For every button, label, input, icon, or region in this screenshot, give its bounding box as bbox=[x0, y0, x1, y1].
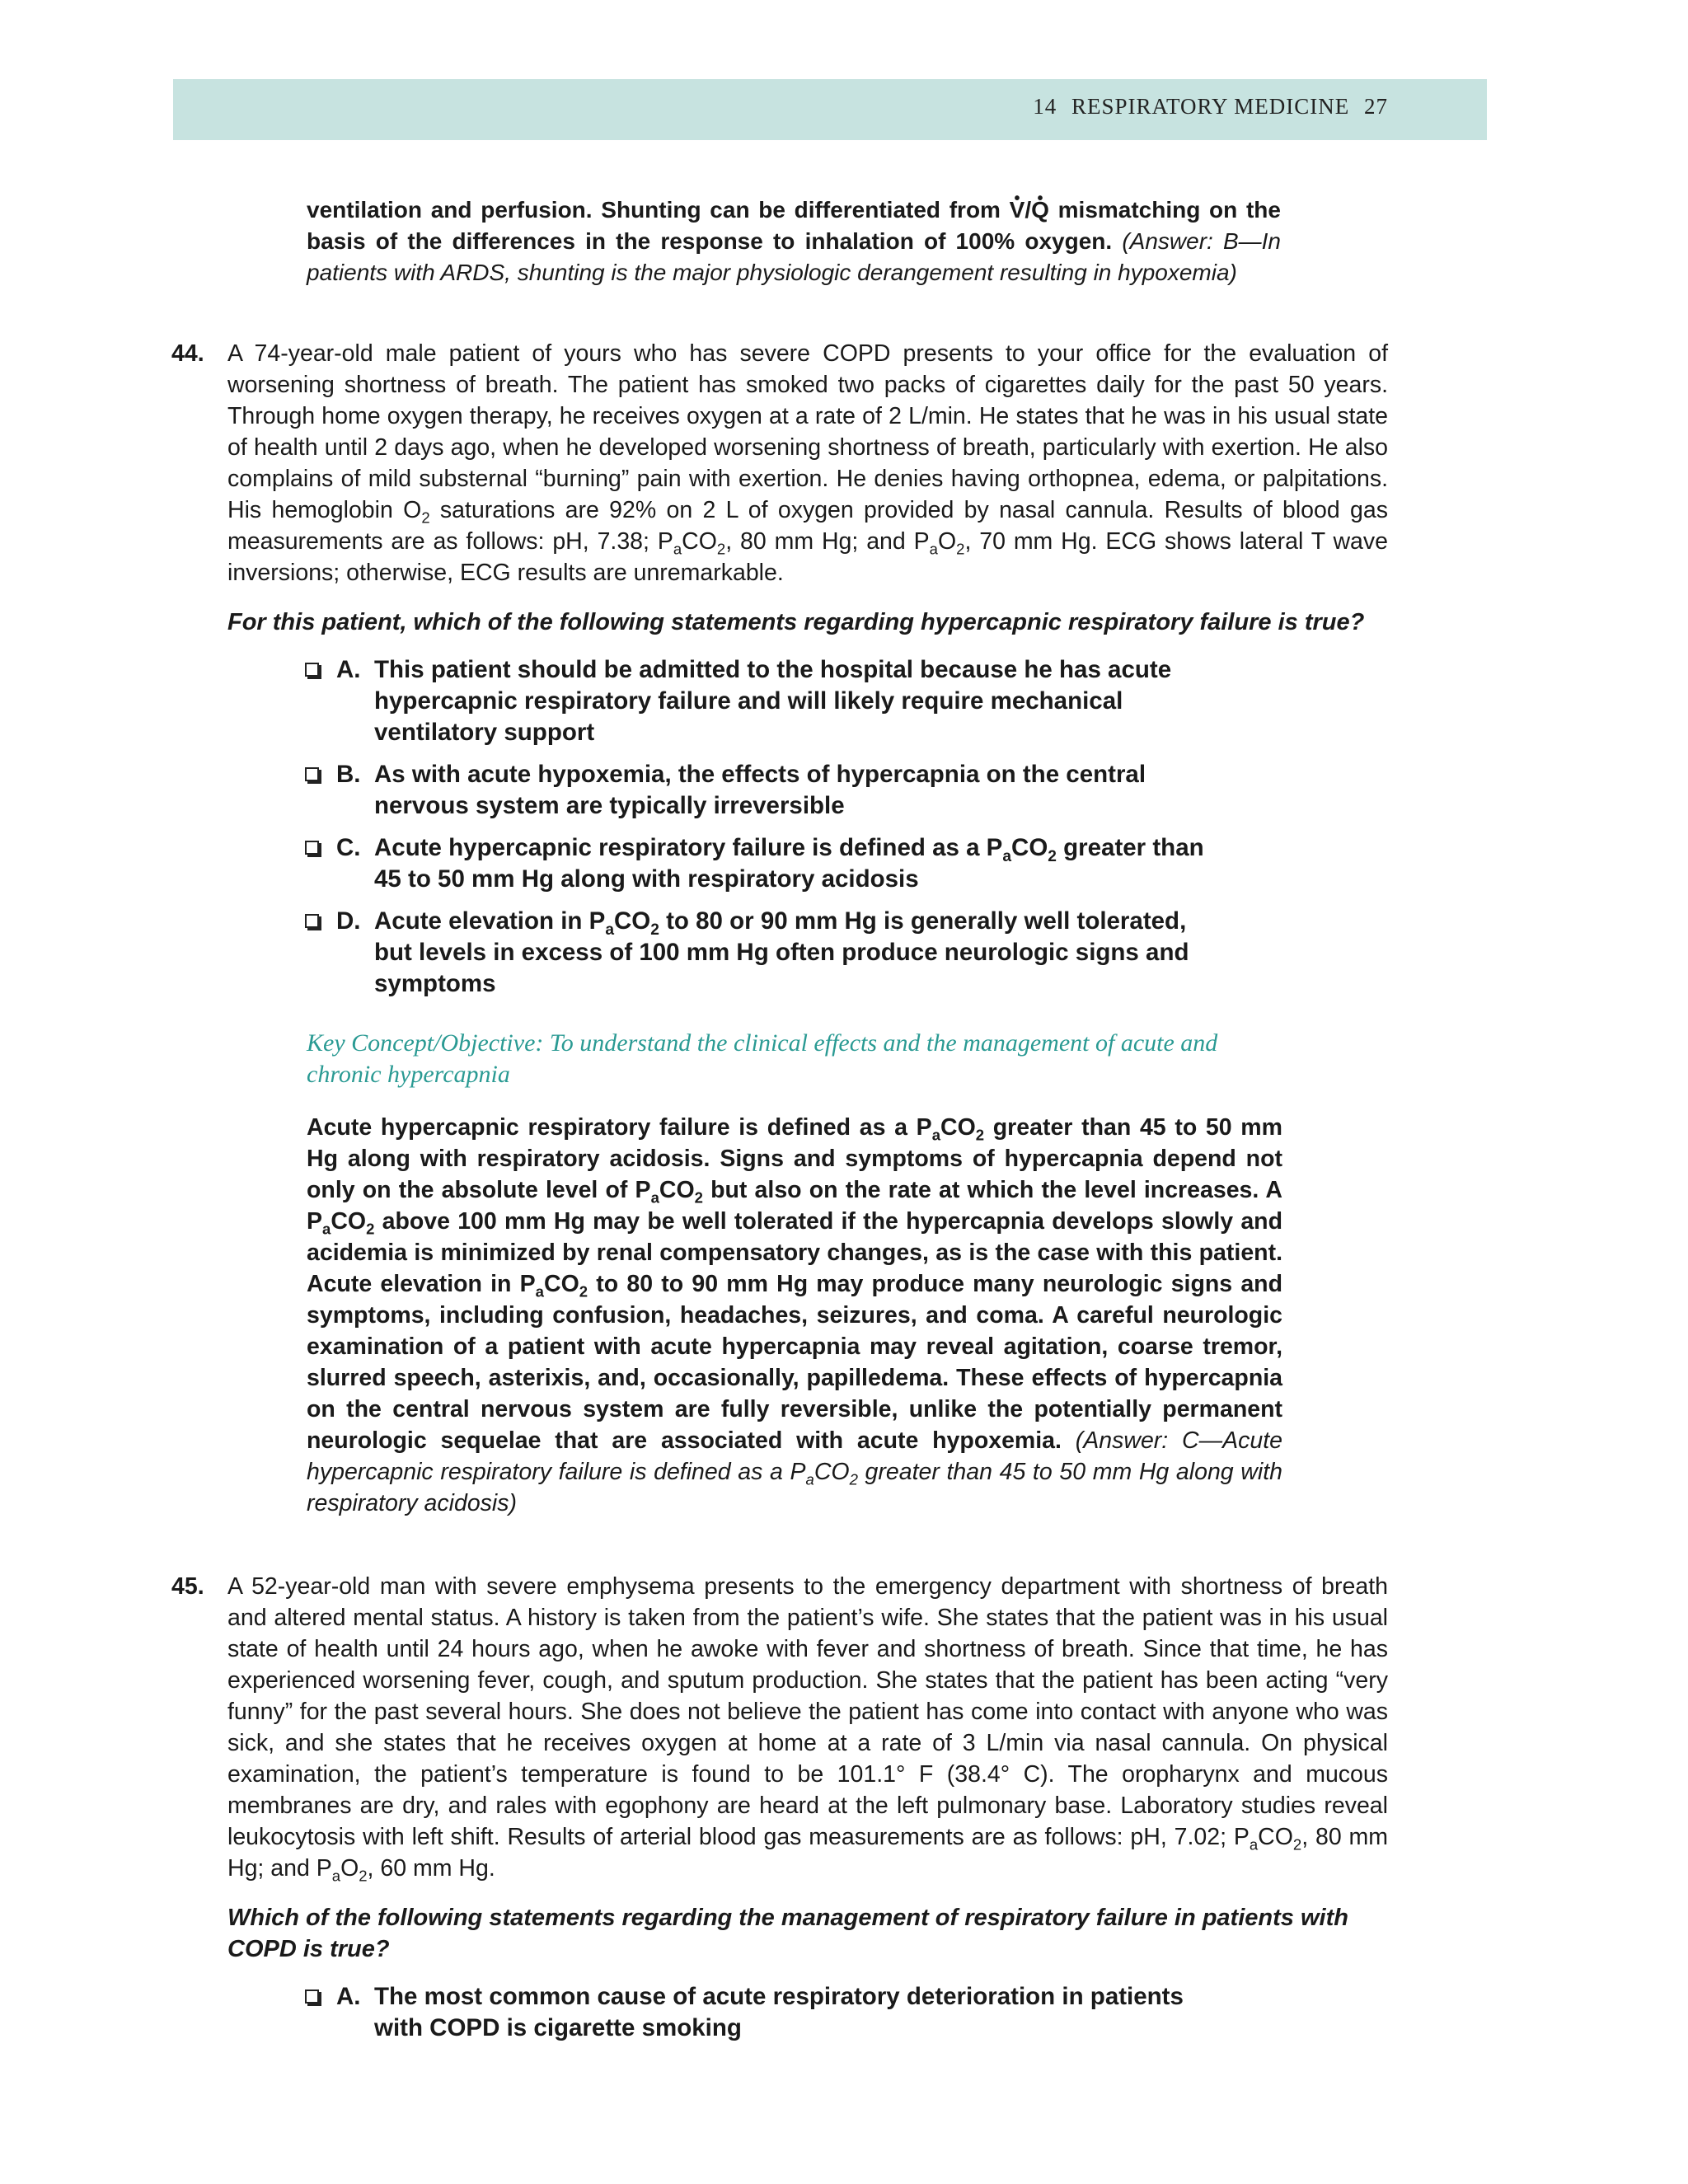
question-prompt: For this patient, which of the following statements regarding hypercapnic respiratory failure is true? bbox=[227, 609, 1365, 635]
subscript: a bbox=[535, 1282, 544, 1301]
question-number: 44. bbox=[171, 340, 204, 367]
o-symbol: O bbox=[340, 1855, 359, 1882]
subscript: 2 bbox=[1048, 847, 1057, 865]
subscript: 2 bbox=[694, 1188, 703, 1207]
subscript: a bbox=[805, 1470, 814, 1488]
continued-text-2: mismatching on the basis of the differences in the response to inhalation of 100% oxygen. bbox=[307, 197, 1281, 254]
co-symbol: CO bbox=[543, 1271, 579, 1297]
option-c[interactable] bbox=[305, 832, 1228, 895]
co-symbol: CO bbox=[331, 1208, 367, 1235]
answer-text: greater than 45 to 50 mm Hg along with respiratory acidosis) bbox=[307, 1459, 1282, 1516]
option-text: Acute hypercapnic respiratory failure is defined as a P bbox=[374, 834, 1003, 861]
subscript: 2 bbox=[716, 540, 726, 558]
option-text: This patient should be admitted to the hospital because he has acute hypercapnic respiratory failure and will likely require mechanical ventilatory support bbox=[374, 656, 1172, 746]
option-d[interactable] bbox=[305, 906, 1228, 1000]
answer-options bbox=[305, 654, 1228, 1000]
subscript: a bbox=[605, 921, 614, 939]
option-letter: B. bbox=[336, 761, 361, 788]
stem-text: , 60 mm Hg. bbox=[367, 1855, 495, 1882]
answer-text: (Answer: C—Acute hypercapnic respiratory failure is defined as a P bbox=[307, 1427, 1282, 1485]
subscript: 2 bbox=[849, 1470, 858, 1488]
option-text: As with acute hypoxemia, the effects of hypercapnia on the central nervous system are typically irreversible bbox=[374, 761, 1146, 819]
subscript: 2 bbox=[421, 509, 430, 527]
o-symbol: O bbox=[937, 528, 957, 555]
option-letter: A. bbox=[336, 656, 361, 683]
explanation-text: above 100 mm Hg may be well tolerated if the hypercapnia develops slowly and acidemia is minimized by renal compensatory changes, as is the case with this patient. Acute elevation in P bbox=[307, 1208, 1282, 1297]
explanation-text: greater than 45 to 50 mm Hg along with respiratory acidosis. Signs and symptoms of hypercapnia depend not only on the absolute level of P bbox=[307, 1114, 1282, 1203]
checkbox-icon[interactable] bbox=[305, 663, 319, 677]
option-text: to 80 or 90 mm Hg is generally well tolerated, but levels in excess of 100 mm Hg often produce neurologic signs and symptoms bbox=[374, 907, 1189, 997]
option-text: The most common cause of acute respiratory deterioration in patients with COPD is cigarette smoking bbox=[374, 1983, 1184, 2041]
subscript: a bbox=[1002, 847, 1012, 865]
option-a[interactable] bbox=[305, 654, 1228, 748]
stem-text: saturations are 92% on 2 L of oxygen provided by nasal cannula. Results of blood gas measurements are as follows: pH, 7.38; P bbox=[227, 497, 1388, 555]
explanation-text: to 80 to 90 mm Hg may produce many neurologic signs and symptoms, including confusion, headaches, seizures, and coma. A careful neurologic examination of a patient with acute hypercapnia may reveal agitation, coarse tremor, slurred speech, asterixis, and, occasionally, papilledema. These effects of hypercapnia on the central nervous system are fully reversible, unlike the potentially permanent neurologic sequelae that are associated with acute hypoxemia. bbox=[307, 1271, 1282, 1454]
option-b[interactable] bbox=[305, 759, 1228, 822]
question-45 bbox=[171, 1571, 1388, 2055]
co-symbol: CO bbox=[1258, 1824, 1293, 1850]
explanation bbox=[307, 1112, 1282, 1519]
checkbox-icon[interactable] bbox=[305, 767, 319, 781]
co-symbol: CO bbox=[613, 907, 651, 935]
header-text bbox=[1025, 94, 1388, 120]
chapter-number: 14 bbox=[1033, 94, 1057, 119]
continued-explanation bbox=[307, 194, 1281, 288]
option-a[interactable] bbox=[305, 1981, 1228, 2044]
subscript: 2 bbox=[579, 1282, 588, 1301]
subscript: 2 bbox=[359, 1867, 368, 1885]
subscript: 2 bbox=[366, 1220, 375, 1238]
stem-text: , 80 mm Hg; and P bbox=[227, 1824, 1388, 1882]
q-dot-symbol: • Q bbox=[1031, 194, 1049, 226]
explanation-text: but also on the rate at which the level increases. A P bbox=[307, 1177, 1282, 1235]
co-symbol: CO bbox=[682, 528, 717, 555]
subscript: 2 bbox=[975, 1126, 985, 1144]
continued-answer: (Answer: B—In patients with ARDS, shunting is the major physiologic derangement resulting in hypoxemia) bbox=[307, 228, 1281, 285]
continued-text-1: ventilation and perfusion. Shunting can be differentiated from bbox=[307, 197, 1010, 223]
option-text: Acute elevation in P bbox=[374, 907, 606, 935]
option-text: greater than 45 to 50 mm Hg along with respiratory acidosis bbox=[374, 834, 1204, 893]
slash: / bbox=[1025, 197, 1032, 223]
co-symbol: CO bbox=[940, 1114, 976, 1141]
subscript: 2 bbox=[1292, 1835, 1302, 1854]
checkbox-icon[interactable] bbox=[305, 914, 319, 928]
question-44 bbox=[171, 338, 1388, 1519]
subscript: a bbox=[929, 540, 938, 558]
running-header bbox=[173, 79, 1487, 140]
subscript: a bbox=[931, 1126, 941, 1144]
checkbox-icon[interactable] bbox=[305, 1990, 319, 2004]
question-prompt: Which of the following statements regarding the management of respiratory failure in patients with COPD is true? bbox=[227, 1905, 1348, 1962]
question-stem bbox=[227, 1571, 1388, 1884]
chapter-title: RESPIRATORY MEDICINE bbox=[1071, 94, 1350, 119]
stem-text: , 80 mm Hg; and P bbox=[725, 528, 930, 555]
key-concept: Key Concept/Objective: To understand the clinical effects and the management of acute and chronic hypercapnia bbox=[307, 1029, 1218, 1088]
option-letter: C. bbox=[336, 834, 361, 861]
stem-text: A 52-year-old man with severe emphysema presents to the emergency department with shortness of breath and altered mental status. A history is taken from the patient’s wife. She states that the patient was in his usual state of health until 24 hours ago, when he awoke with fever and shortness of breath. Since that time, he has experienced worsening fever, cough, and sputum production. She states that the patient has been acting “very funny” for the past several hours. She does not believe the patient has come into contact with anyone who was sick, and she states that he receives oxygen at home at a rate of 3 L/min via nasal cannula. On physical examination, the patient’s temperature is found to be 101.1° F (38.4° C). The oropharynx and mucous membranes are dry, and rales with egophony are heard at the left pulmonary base. Laboratory studies reveal leukocytosis with left shift. Results of arterial blood gas measurements are as follows: pH, 7.02; P bbox=[227, 1573, 1388, 1850]
subscript: a bbox=[322, 1220, 331, 1238]
checkbox-icon[interactable] bbox=[305, 841, 319, 855]
subscript: a bbox=[650, 1188, 659, 1207]
v-dot-symbol: • V bbox=[1010, 194, 1025, 226]
co-symbol: CO bbox=[1011, 834, 1048, 861]
explanation-text: Acute hypercapnic respiratory failure is defined as a P bbox=[307, 1114, 932, 1141]
co-symbol: CO bbox=[814, 1459, 850, 1485]
page-number: 27 bbox=[1364, 94, 1388, 119]
answer-options bbox=[305, 1981, 1228, 2044]
option-letter: A. bbox=[336, 1983, 361, 2010]
subscript: a bbox=[331, 1867, 341, 1885]
question-stem bbox=[227, 338, 1388, 588]
stem-text: A 74-year-old male patient of yours who has severe COPD presents to your office for the evaluation of worsening shortness of breath. The patient has smoked two packs of cigarettes daily for the past 50 years. Through home oxygen therapy, he receives oxygen at a rate of 2 L/min. He states that he was in his usual state of health until 2 days ago, when he developed worsening shortness of breath, particularly with exertion. He also complains of mild substernal “burning” pain with exertion. He denies having orthopnea, edema, or palpitations. His hemoglobin O bbox=[227, 340, 1388, 523]
co-symbol: CO bbox=[659, 1177, 695, 1203]
subscript: a bbox=[1249, 1835, 1259, 1854]
stem-text: , 70 mm Hg. ECG shows lateral T wave inversions; otherwise, ECG results are unremarkable. bbox=[227, 528, 1389, 586]
option-letter: D. bbox=[336, 907, 361, 935]
subscript: 2 bbox=[650, 921, 659, 939]
subscript: 2 bbox=[956, 540, 965, 558]
question-number: 45. bbox=[171, 1573, 204, 1600]
subscript: a bbox=[673, 540, 682, 558]
